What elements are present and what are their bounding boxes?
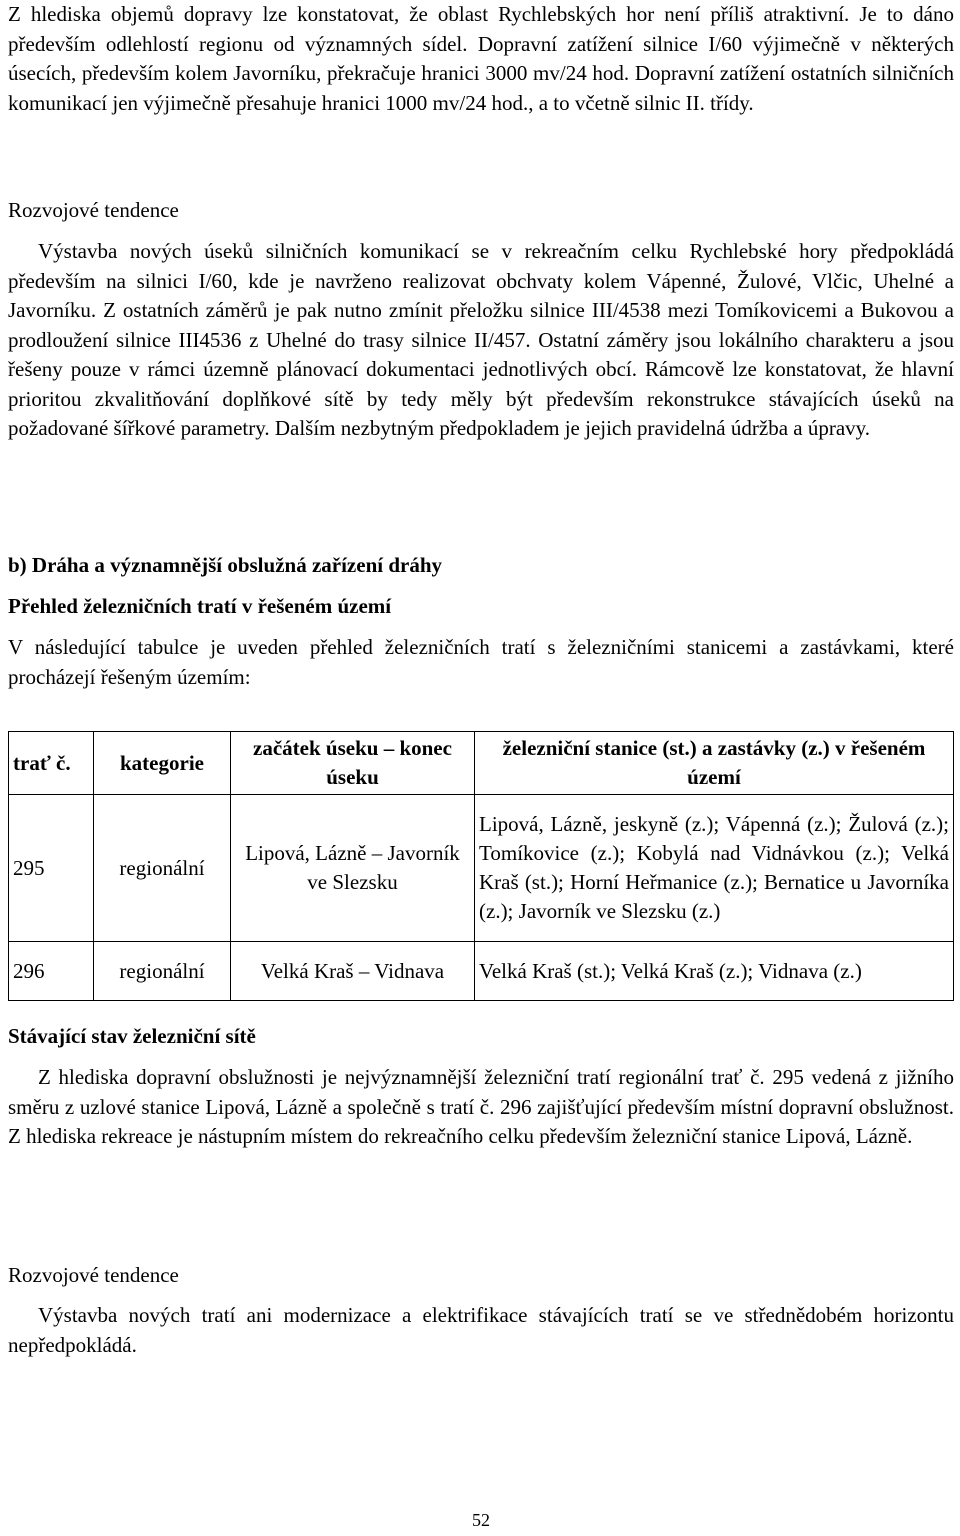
header-section: začátek úseku – konec úseku: [231, 732, 475, 795]
header-category: kategorie: [94, 732, 231, 795]
cell-stations: Velká Kraš (st.); Velká Kraš (z.); Vidnava (z.): [475, 942, 954, 1001]
table-row: [9, 942, 954, 1001]
heading-development-trends-rail: Rozvojové tendence: [8, 1263, 179, 1287]
heading-development-trends: Rozvojové tendence: [8, 198, 179, 222]
cell-section: Velká Kraš – Vidnava: [231, 942, 475, 1001]
railway-table: [8, 731, 954, 1001]
section-heading-railway: b) Dráha a významnější obslužná zařízení dráhy: [8, 553, 443, 577]
subheading-current-state: Stávající stav železniční sítě: [8, 1024, 256, 1048]
page-number: 52: [472, 1510, 490, 1530]
paragraph-table-intro: V následující tabulce je uveden přehled železničních tratí s železničními stanicemi a zastávkami, které procházejí řešeným územím:: [8, 635, 954, 689]
paragraph-current-state: Z hlediska dopravní obslužnosti je nejvýznamnější železniční tratí regionální trať č. 295 vedená z jižního směru z uzlové stanice Lipová, Lázně a společně s tratí č. 296 zajišťující především místní dopravní obslužnost. Z hlediska rekreace je nástupním místem do rekreačního celku především železniční stanice Lipová, Lázně.: [8, 1065, 954, 1148]
paragraph-rail-development: Výstavba nových tratí ani modernizace a elektrifikace stávajících tratí se ve střednědobém horizontu nepředpokládá.: [8, 1303, 954, 1357]
header-track-number: trať č.: [9, 732, 94, 795]
cell-track-number: 295: [9, 795, 94, 942]
cell-section: Lipová, Lázně – Javorník ve Slezsku: [231, 795, 475, 942]
paragraph-traffic-volume: Z hlediska objemů dopravy lze konstatovat, že oblast Rychlebských hor není příliš atraktivní. Je to dáno především odlehlostí regionu od významných sídel. Dopravní zatížení silnice I/60 výjimečně v některých úsecích, především kolem Javorníku, překračuje hranici 3000 mv/24 hod. Dopravní zatížení ostatních silničních komunikací jen výjimečně přesahuje hranici 1000 mv/24 hod., a to včetně silnic II. třídy.: [8, 2, 954, 115]
header-stations: železniční stanice (st.) a zastávky (z.) v řešeném území: [475, 732, 954, 795]
cell-track-number: 296: [9, 942, 94, 1001]
cell-stations: Lipová, Lázně, jeskyně (z.); Vápenná (z.); Žulová (z.); Tomíkovice (z.); Kobylá nad Vidnávkou (z.); Velká Kraš (st.); Horní Heřmanice (z.); Bernatice u Javorníka (z.); Javorník ve Slezsku (z.): [475, 795, 954, 942]
table-row: [9, 795, 954, 942]
cell-category: regionální: [94, 942, 231, 1001]
cell-category: regionální: [94, 795, 231, 942]
subheading-railway-overview: Přehled železničních tratí v řešeném území: [8, 594, 392, 618]
paragraph-road-development: Výstavba nových úseků silničních komunikací se v rekreačním celku Rychlebské hory předpokládá především na silnici I/60, kde je navrženo realizovat obchvaty kolem Vápenné, Žulové, Vlčic, Uhelné a Javorníku. Z ostatních záměrů je pak nutno zmínit přeložku silnice III/4538 mezi Tomíkovicemi a Bukovou a prodloužení silnice III4536 z Uhelné do trasy silnice II/457. Ostatní záměry jsou lokálního charakteru a jsou řešeny pouze v rámci územně plánovací dokumentaci jednotlivých obcí. Rámcově lze konstatovat, že hlavní prioritou zkvalitňování doplňkové sítě by tedy měly být především rekonstrukce stávajících úseků na požadované šířkové parametry. Dalším nezbytným předpokladem je jejich pravidelná údržba a úpravy.: [8, 239, 954, 440]
table-header-row: [9, 732, 954, 795]
